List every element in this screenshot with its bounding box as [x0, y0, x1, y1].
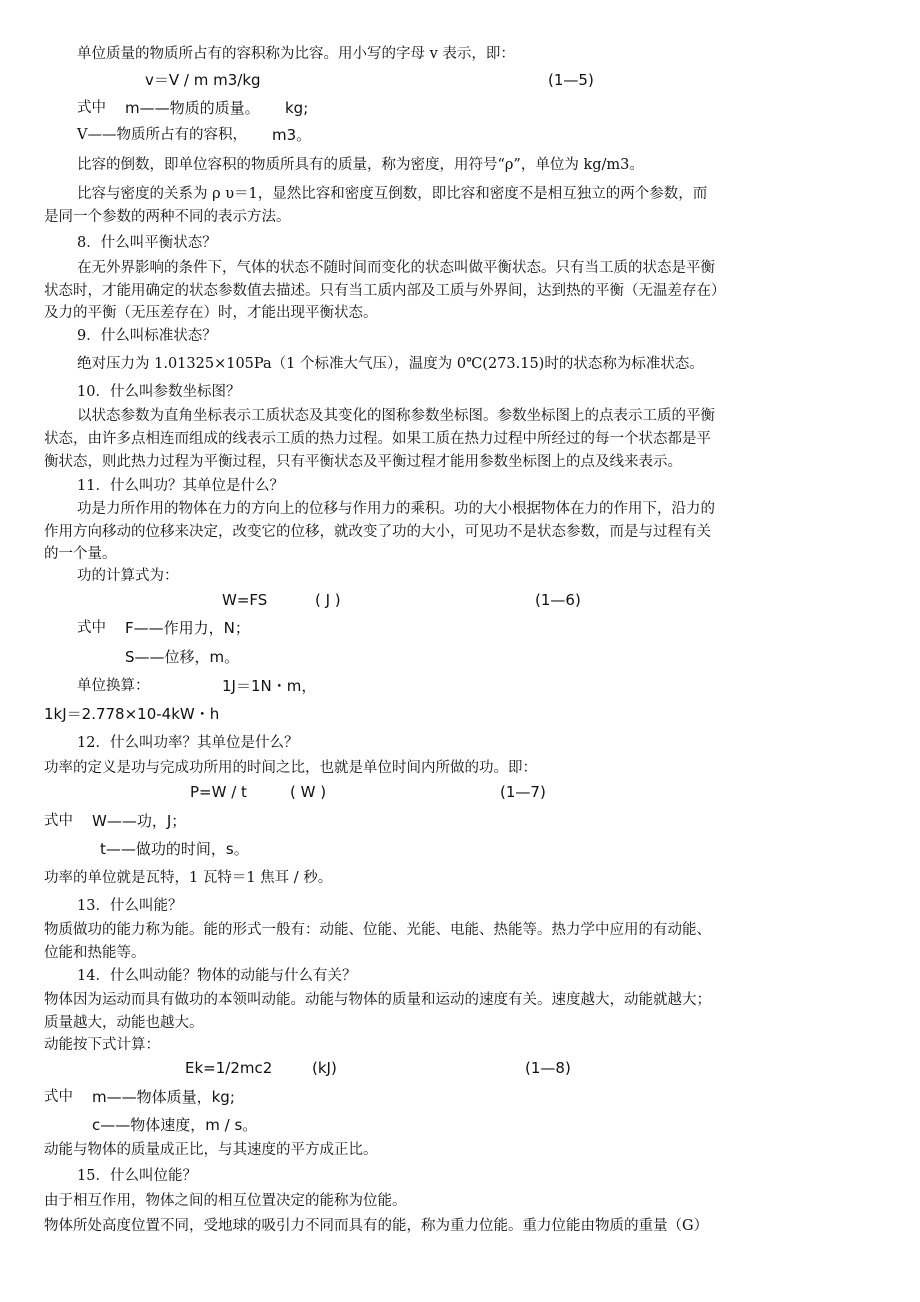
- equation-number: (1—8): [525, 1059, 571, 1077]
- text-line: 功率的单位就是瓦特，1 瓦特＝1 焦耳 / 秒。: [44, 870, 333, 886]
- text-line: 物体因为运动而具有做功的本领叫动能。动能与物体的质量和运动的速度有关。速度越大，动能就越大；: [44, 992, 711, 1008]
- text-line: V——物质所占有的容积，: [77, 127, 247, 143]
- text-line: 动能与物体的质量成正比，与其速度的平方成正比。: [44, 1142, 378, 1158]
- section-heading: 12．什么叫功率？其单位是什么？: [77, 735, 299, 751]
- text-line: 及力的平衡（无压差存在）时，才能出现平衡状态。: [44, 305, 378, 321]
- text-line: 物体所处高度位置不同，受地球的吸引力不同而具有的能，称为重力位能。重力位能由物质的重量（G）: [44, 1218, 709, 1234]
- section-heading: 15．什么叫位能？: [77, 1168, 197, 1184]
- equation-unit: ( J ): [315, 591, 341, 609]
- text-line: 1J＝1N・m，: [222, 677, 317, 695]
- text-line: t——做功的时间，s。: [100, 840, 249, 858]
- text-line: 以状态参数为直角坐标表示工质状态及其变化的图称参数坐标图。参数坐标图上的点表示工质的平衡: [77, 408, 715, 424]
- text-line: 由于相互作用，物体之间的相互位置决定的能称为位能。: [44, 1193, 407, 1209]
- text-line: 位能和热能等。: [44, 945, 146, 961]
- text-line: 比容与密度的关系为 ρ υ＝1，显然比容和密度互倒数，即比容和密度不是相互独立的两个参数，而: [77, 186, 708, 202]
- text-line: kg;: [285, 99, 309, 117]
- text-line: 在无外界影响的条件下，气体的状态不随时间而变化的状态叫做平衡状态。只有当工质的状态是平衡: [77, 260, 715, 276]
- equation-number: (1—7): [500, 783, 546, 801]
- text-line: 绝对压力为 1.01325×105Pa（1 个标准大气压），温度为 0℃(273.15)时的状态称为标准状态。: [77, 356, 704, 372]
- text-line: 式中: [77, 100, 106, 116]
- text-line: 动能按下式计算：: [44, 1037, 160, 1053]
- text-line: 式中: [44, 813, 73, 829]
- equation-number: (1—5): [548, 71, 594, 89]
- equation: W=FS: [222, 591, 268, 609]
- section-heading: 13．什么叫能？: [77, 898, 183, 914]
- text-line: 质量越大，动能也越大。: [44, 1015, 204, 1031]
- text-line: S——位移，m。: [125, 648, 240, 666]
- text-line: m——物质的质量。: [125, 99, 260, 117]
- equation-number: (1—6): [535, 591, 581, 609]
- text-line: 的一个量。: [44, 546, 117, 562]
- section-heading: 14．什么叫动能？物体的动能与什么有关？: [77, 968, 357, 984]
- section-heading: 8．什么叫平衡状态？: [77, 235, 217, 251]
- text-line: 物质做功的能力称为能。能的形式一般有：动能、位能、光能、电能、热能等。热力学中应用的有动能、: [44, 922, 711, 938]
- text-line: 状态，由许多点相连而组成的线表示工质的热力过程。如果工质在热力过程中所经过的每一个状态都是平: [44, 431, 711, 447]
- text-line: 式中: [77, 620, 106, 636]
- text-line: 衡状态，则此热力过程为平衡过程，只有平衡状态及平衡过程才能用参数坐标图上的点及线来表示。: [44, 454, 682, 470]
- text-line: m3。: [272, 126, 312, 144]
- equation: P=W / t: [190, 783, 247, 801]
- equation: v＝V / m m3/kg: [145, 71, 261, 89]
- text-line: 状态时，才能用确定的状态参数值去描述。只有当工质内部及工质与外界间，达到热的平衡（无温差存在）: [44, 283, 726, 299]
- text-line: 是同一个参数的两种不同的表示方法。: [44, 209, 291, 225]
- text-line: F——作用力，N；: [125, 619, 250, 637]
- text-line: 功是力所作用的物体在力的方向上的位移与作用力的乘积。功的大小根据物体在力的作用下，沿力的: [77, 501, 715, 517]
- text-line: 功的计算式为：: [77, 568, 179, 584]
- text-line: 作用方向移动的位移来决定，改变它的位移，就改变了功的大小，可见功不是状态参数，而是与过程有关: [44, 524, 711, 540]
- equation-unit: (kJ): [312, 1059, 337, 1077]
- text-line: m——物体质量，kg;: [92, 1088, 235, 1106]
- equation: Ek=1/2mc2: [185, 1059, 273, 1077]
- text-line: 功率的定义是功与完成功所用的时间之比，也就是单位时间内所做的功。即：: [44, 760, 537, 776]
- section-heading: 11．什么叫功？其单位是什么？: [77, 478, 284, 494]
- equation-unit: ( W ): [290, 783, 327, 801]
- text-line: 比容的倒数，即单位容积的物质所具有的质量，称为密度，用符号“ρ”，单位为 kg/m3。: [77, 157, 644, 173]
- text-line: W——功，J；: [92, 812, 187, 830]
- text-line: 式中: [44, 1089, 73, 1105]
- text-line: c——物体速度，m / s。: [92, 1116, 258, 1134]
- text-line: 单位质量的物质所占有的容积称为比容。用小写的字母 v 表示，即：: [77, 46, 515, 62]
- section-heading: 10．什么叫参数坐标图？: [77, 384, 241, 400]
- text-line: 单位换算：: [77, 678, 150, 694]
- text-line: 1kJ＝2.778×10-4kW・h: [44, 705, 220, 723]
- section-heading: 9．什么叫标准状态？: [77, 328, 217, 344]
